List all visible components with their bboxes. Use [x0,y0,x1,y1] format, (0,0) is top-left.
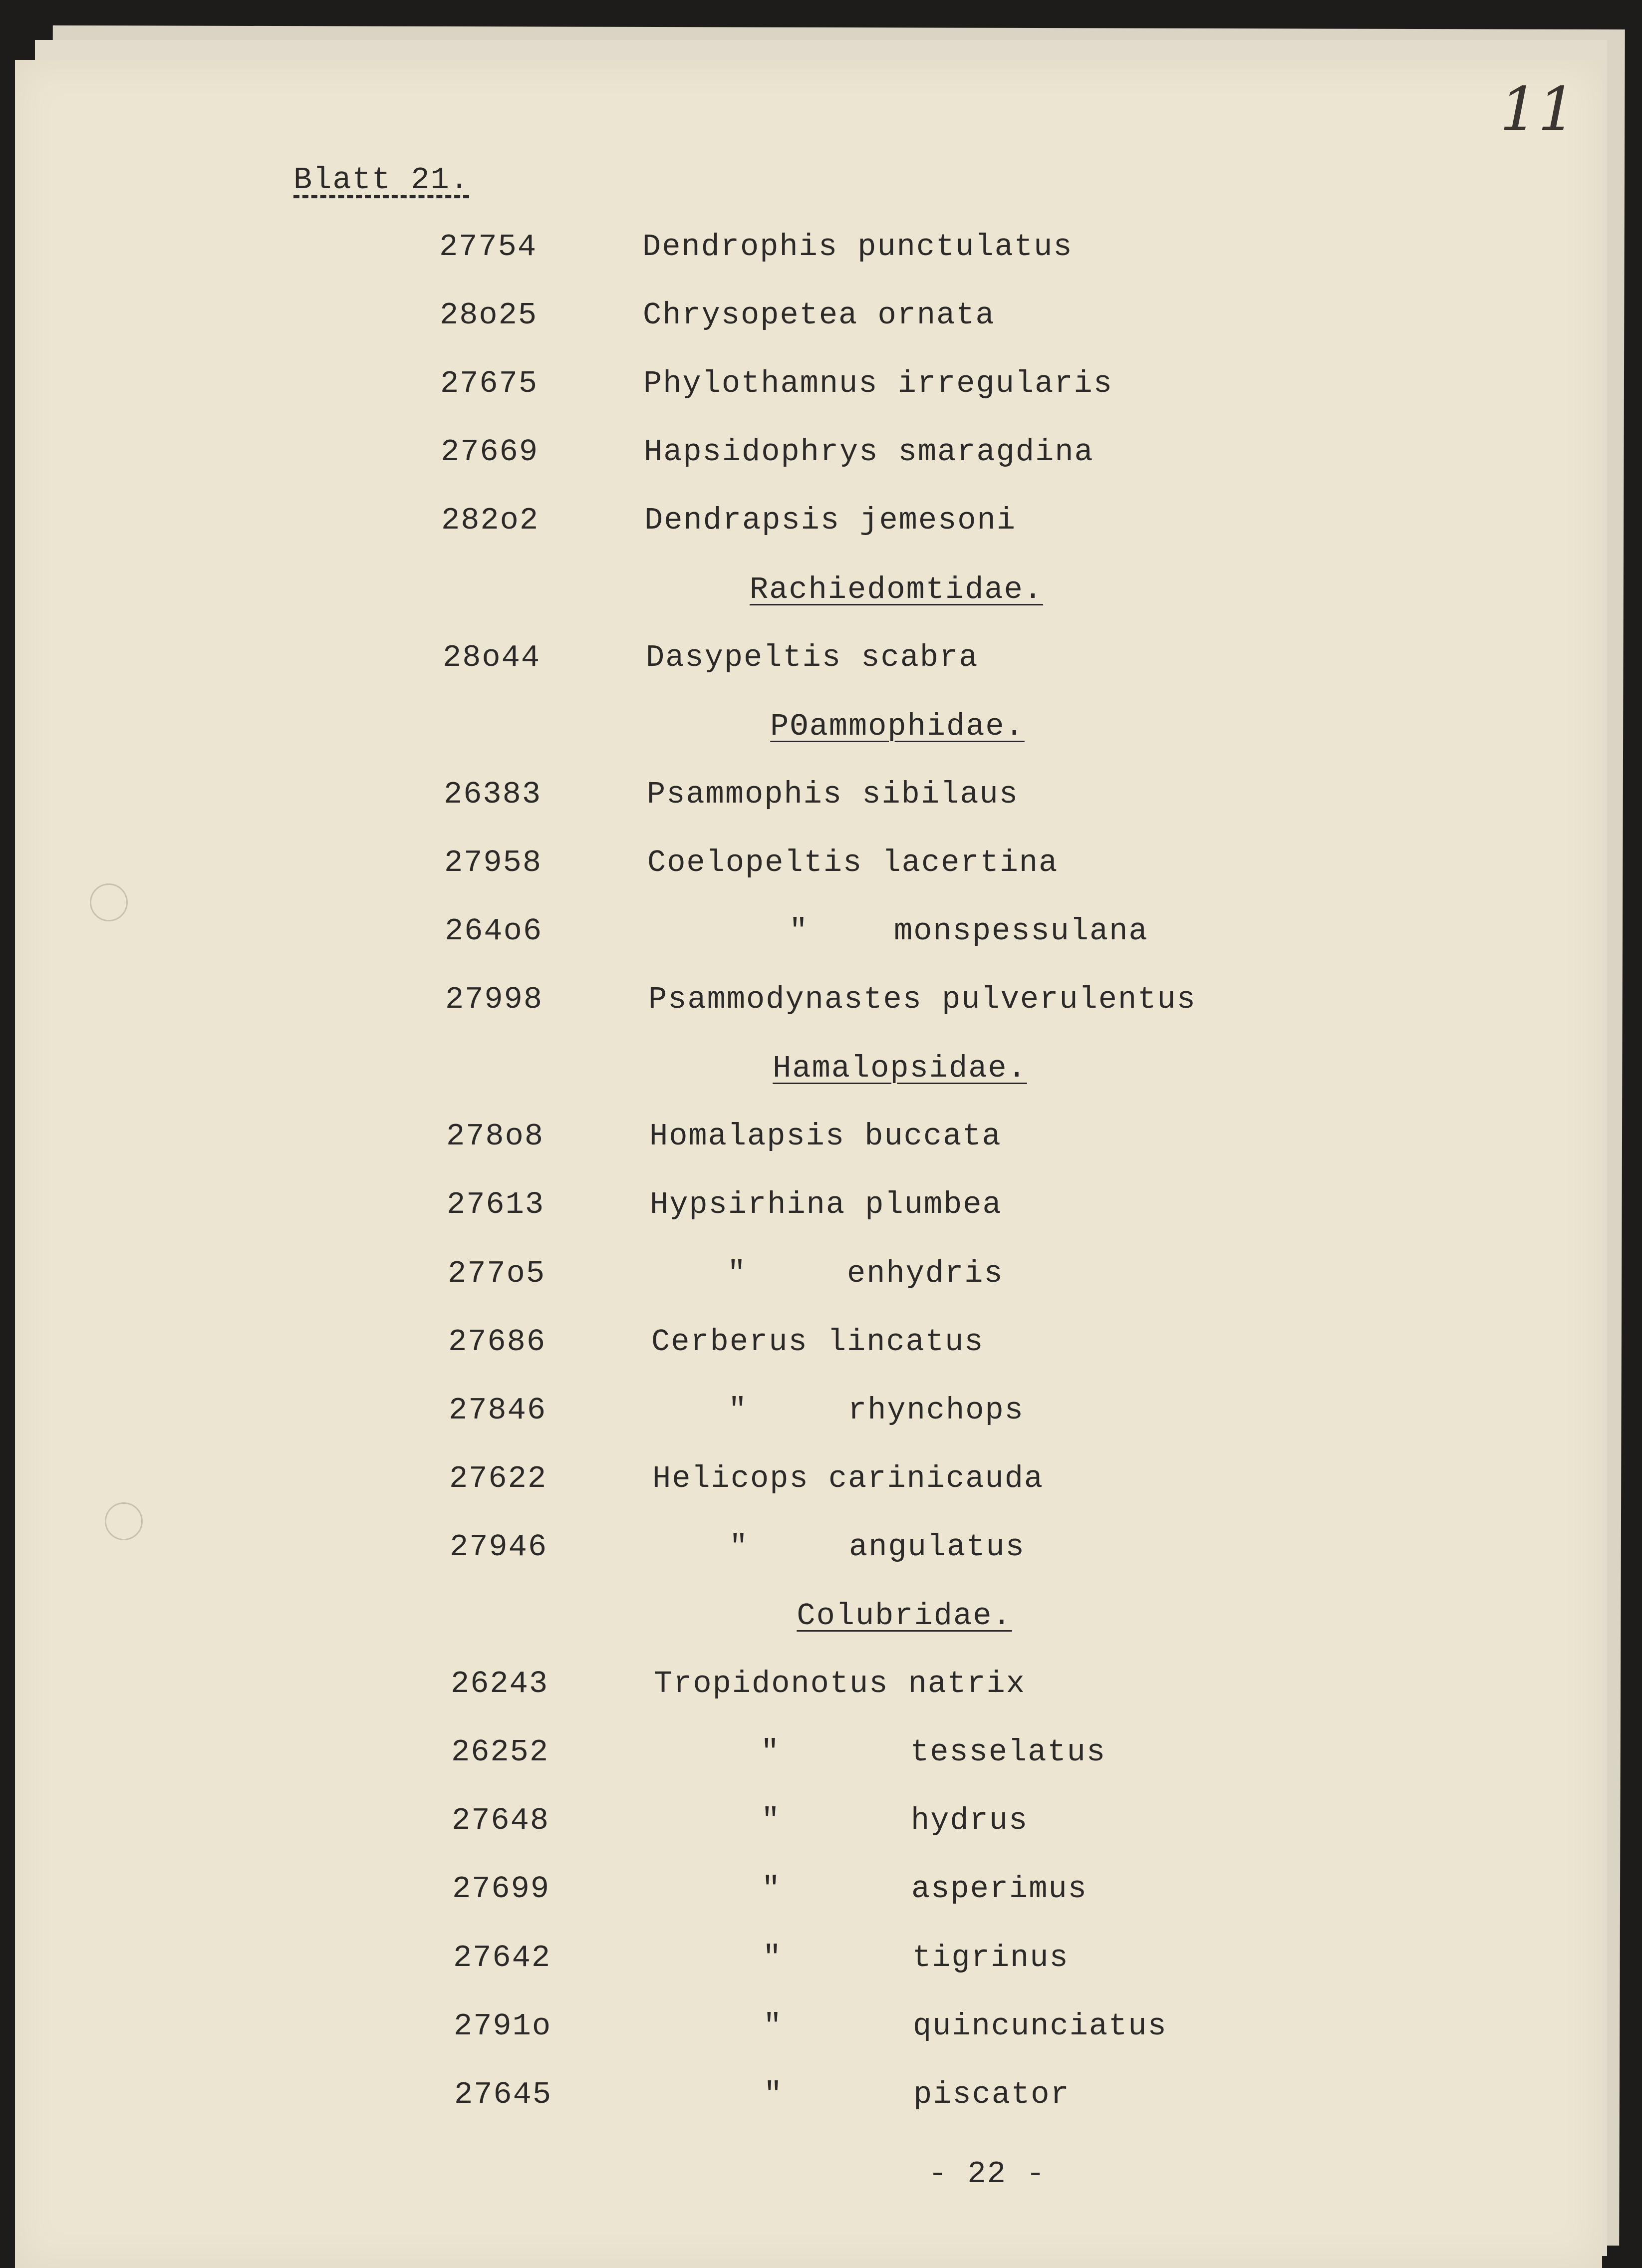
punch-hole-mark [90,883,128,921]
catalog-number: 264o6 [445,913,543,949]
species-epithet: quincunciatus [913,2008,1167,2044]
catalog-number: 27645 [454,2077,552,2112]
specimen-row [445,980,1344,1020]
specimen-row [444,843,1343,883]
specimen-row [439,227,1338,267]
species-name: Chrysopetea ornata [643,297,995,333]
specimen-row [454,2006,1352,2046]
specimen-row [452,1801,1350,1841]
species-name: Psammophis sibilaus [647,777,1019,812]
catalog-number: 27613 [447,1187,545,1222]
species-epithet: piscator [913,2077,1070,2112]
species-name: Hapsidophrys smaragdina [644,434,1094,470]
ditto-mark: " [728,1393,748,1428]
ditto-mark: " [763,1940,783,1976]
catalog-number: 28o25 [440,297,538,333]
species-name: Dendrophis punctulatus [642,229,1073,265]
specimen-row [448,1254,1346,1294]
folio-number: 11 [1500,75,1576,144]
catalog-number: 27699 [452,1871,550,1907]
specimen-row [451,1732,1350,1772]
catalog-number: 2791o [454,2008,552,2044]
species-name: Psammodynastes pulverulentus [648,982,1196,1017]
specimen-row [454,2075,1353,2115]
specimen-row [450,1527,1348,1567]
species-name: Homalapsis buccata [649,1119,1002,1154]
ditto-mark: " [763,2008,783,2044]
catalog-number: 28o44 [443,640,541,675]
species-epithet: tigrinus [912,1940,1069,1976]
specimen-row [447,1185,1345,1225]
specimen-row [444,775,1342,815]
specimen-row [441,432,1339,472]
catalog-number: 26243 [451,1666,549,1701]
catalog-number: 26252 [451,1734,549,1770]
species-name: Helicops carinicauda [652,1461,1044,1496]
family-heading: Hamalopsidae. [773,1051,1027,1086]
catalog-number: 277o5 [448,1256,546,1291]
specimen-row [449,1391,1347,1430]
ditto-mark: " [764,2077,784,2112]
catalog-number: 27648 [452,1803,550,1838]
species-name: Dendrapsis jemesoni [644,503,1016,538]
catalog-number: 278o8 [446,1119,545,1154]
catalog-number: 282o2 [441,503,540,538]
species-name: Cerberus lincatus [651,1324,984,1360]
specimen-row [440,364,1339,404]
ditto-mark: " [727,1256,747,1291]
specimen-row [452,1869,1351,1909]
page-number: - 22 - [928,2156,1046,2192]
catalog-number: 26383 [444,777,542,812]
species-name: Hypsirhina plumbea [650,1187,1002,1222]
species-epithet: enhydris [847,1256,1004,1291]
specimen-row [453,1938,1352,1978]
specimen-row [451,1664,1349,1704]
family-heading: PΘammophidae. [770,709,1025,744]
ditto-mark: " [762,1871,782,1907]
species-epithet: monspessulana [894,913,1148,949]
ditto-mark: " [729,1529,749,1565]
ditto-mark: " [789,913,809,949]
sheet-heading: Blatt 21. [293,162,470,198]
specimen-row [440,295,1338,335]
catalog-number: 27946 [450,1529,548,1565]
specimen-row [446,1117,1345,1156]
catalog-number: 27846 [449,1393,547,1428]
specimen-row [445,911,1343,951]
species-epithet: angulatus [849,1529,1025,1565]
ditto-mark: " [761,1734,781,1770]
catalog-number: 27622 [449,1461,547,1496]
catalog-number: 27675 [440,366,539,401]
species-name: Phylothamnus irregularis [643,366,1113,401]
family-heading: Rachiedomtidae. [749,572,1044,607]
catalog-number: 27958 [444,845,543,880]
species-epithet: tesselatus [910,1734,1106,1770]
catalog-number: 27998 [445,982,544,1017]
catalog-number: 27686 [448,1324,547,1360]
ditto-mark: " [761,1803,781,1838]
specimen-row [443,638,1341,678]
catalog-number: 27642 [453,1940,551,1976]
specimen-row [449,1459,1348,1499]
species-epithet: rhynchops [848,1393,1024,1428]
species-epithet: asperimus [911,1871,1088,1907]
species-name: Tropidonotus natrix [654,1666,1026,1701]
specimen-row [448,1322,1347,1362]
species-epithet: hydrus [911,1803,1029,1838]
family-heading: Colubridae. [797,1598,1012,1634]
catalog-number: 27754 [439,229,538,265]
catalog-number: 27669 [441,434,539,470]
species-name: Coelopeltis lacertina [647,845,1059,880]
specimen-row [441,501,1340,541]
punch-hole-mark [105,1502,143,1540]
species-name: Dasypeltis scabra [646,640,979,675]
